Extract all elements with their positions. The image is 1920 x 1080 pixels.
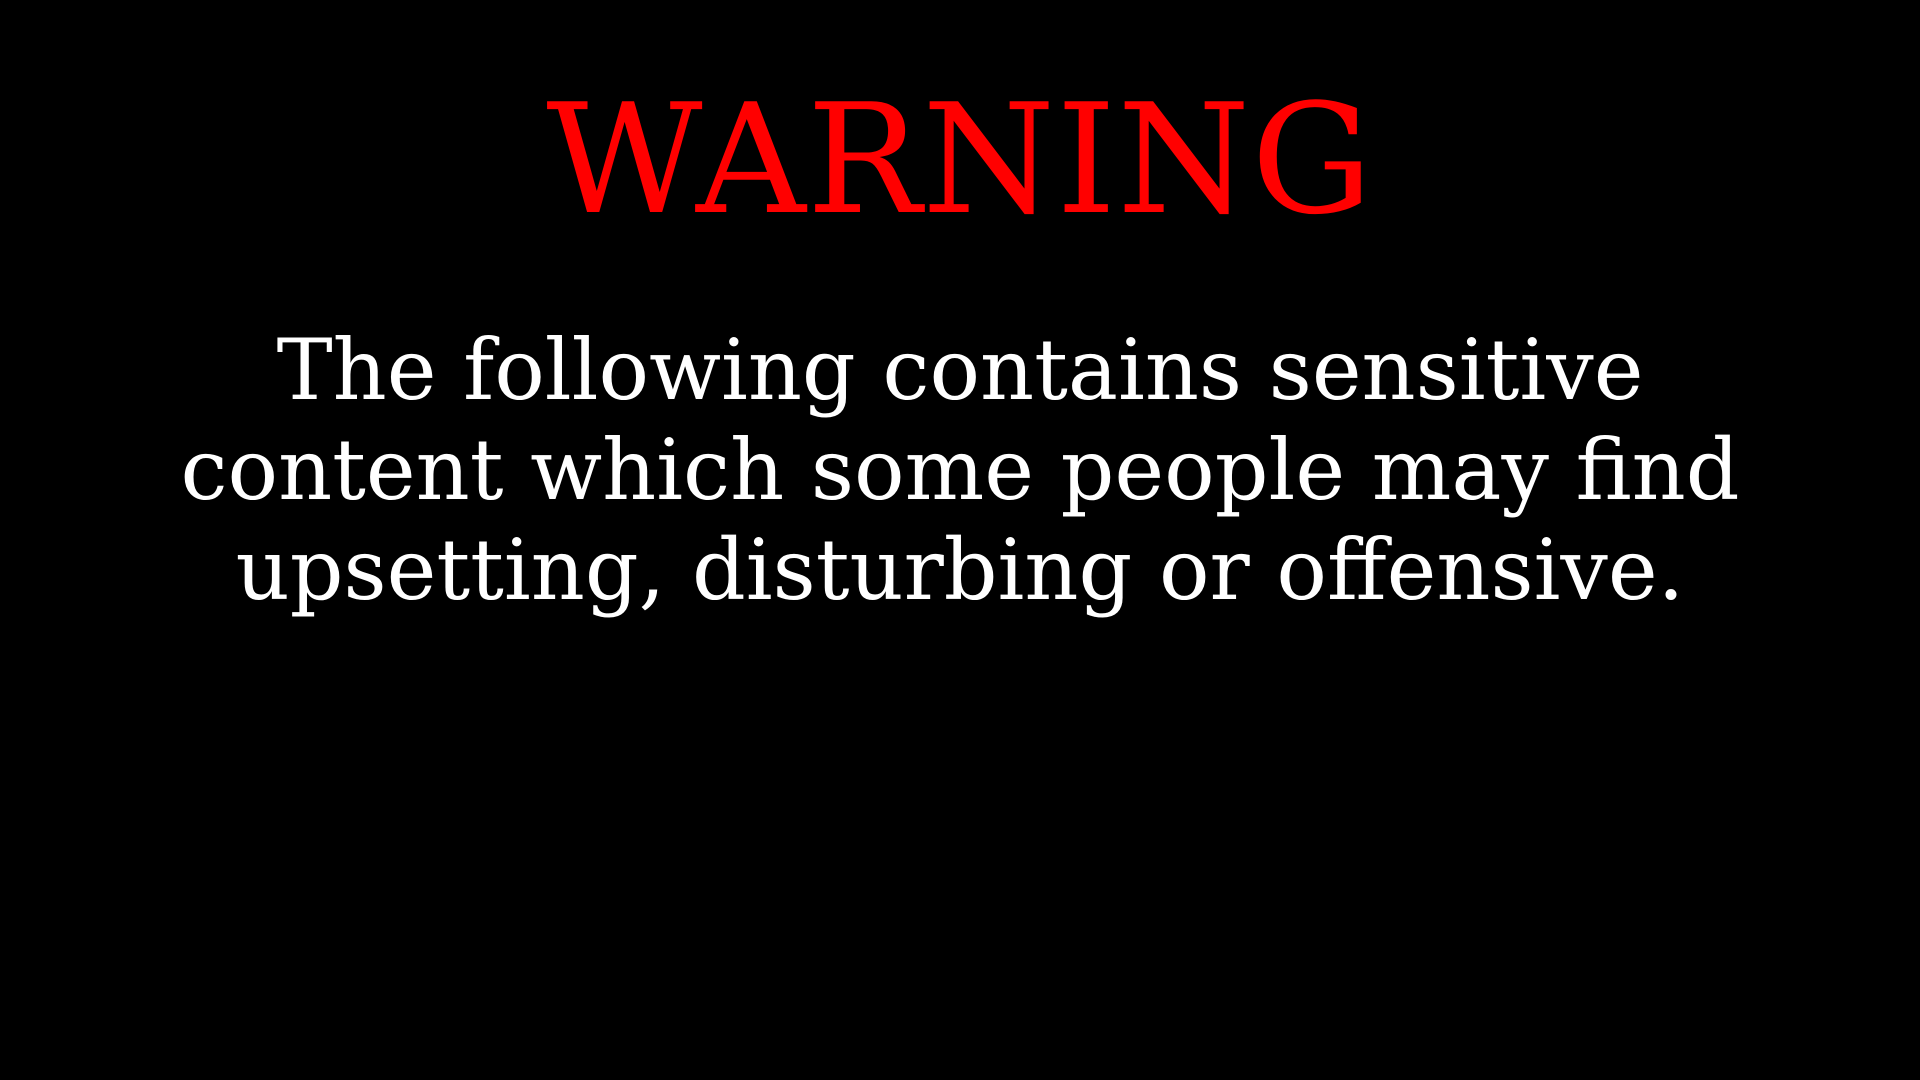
warning-message-line: The following contains sensitive [276, 321, 1644, 419]
warning-message [160, 320, 1760, 620]
warning-message-line: upsetting, disturbing or offensive. [235, 521, 1685, 619]
warning-message-line: content which some people may find [180, 421, 1740, 519]
warning-title: WARNING [546, 71, 1374, 248]
